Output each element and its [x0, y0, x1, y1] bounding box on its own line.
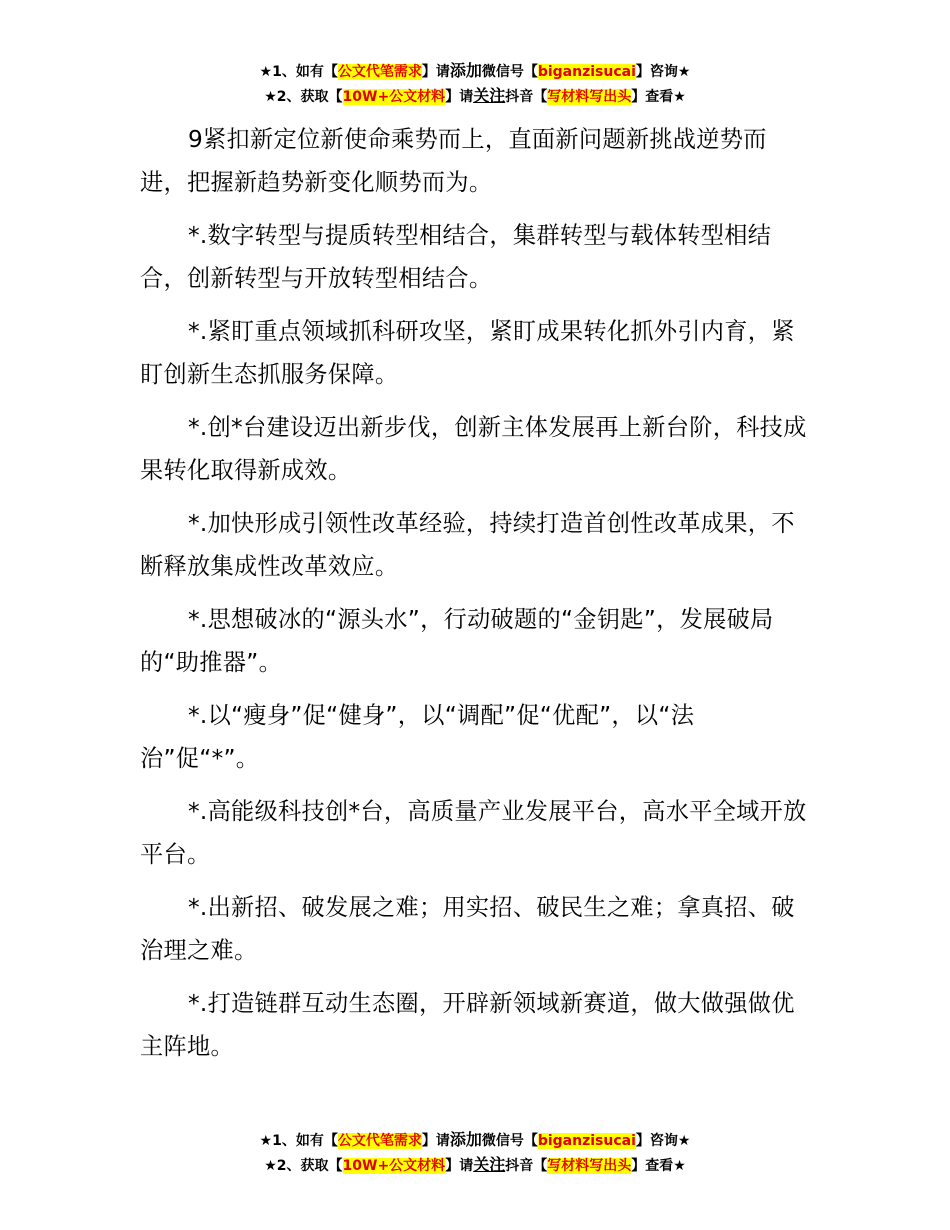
- promo-text: ★2、获取: [264, 1158, 329, 1174]
- promo-text: 请: [435, 1133, 450, 1149]
- paragraph: *.以“瘦身”促“健身”，以“调配”促“优配”，以“法治”促“*”。: [140, 702, 695, 772]
- promo-text: ★1、如有: [259, 1133, 324, 1149]
- bracket: 【: [533, 89, 548, 105]
- promo-text: 微信号: [481, 64, 524, 80]
- promo-emphasis: 关注: [473, 86, 506, 105]
- promo-highlight: 公文代笔需求: [337, 64, 422, 80]
- wechat-id: biganzisucai: [537, 1133, 636, 1149]
- bracket: 】: [631, 89, 646, 105]
- promo-highlight: 公文代笔需求: [337, 1133, 422, 1149]
- promo-text: 请: [459, 89, 474, 105]
- promo-text: ★1、如有: [259, 64, 324, 80]
- footer-promo-banner: [0, 1128, 950, 1178]
- bracket: 【: [523, 1133, 538, 1149]
- bracket: 【: [323, 1133, 338, 1149]
- document-body: [140, 118, 812, 1078]
- bracket: 】: [445, 1158, 460, 1174]
- promo-emphasis: 添加: [449, 61, 482, 80]
- wechat-id: biganzisucai: [537, 64, 636, 80]
- bracket: 】: [635, 64, 650, 80]
- bracket: 】: [631, 1158, 646, 1174]
- promo-text: ★2、获取: [264, 89, 329, 105]
- paragraph: *.思想破冰的“源头水”，行动破题的“金钥匙”，发展破局的“助推器”。: [140, 606, 774, 676]
- promo-text: 请: [459, 1158, 474, 1174]
- bracket: 】: [445, 89, 460, 105]
- paragraph: *.数字转型与提质转型相结合，集群转型与载体转型相结合，创新转型与开放转型相结合。: [140, 222, 772, 292]
- promo-text: 微信号: [481, 1133, 524, 1149]
- bracket: 【: [328, 1158, 343, 1174]
- paragraph: *.高能级科技创*台，高质量产业发展平台，高水平全域开放平台。: [140, 798, 807, 868]
- promo-line-1: [0, 1128, 950, 1153]
- bracket: 【: [323, 64, 338, 80]
- promo-line-2: [0, 84, 950, 109]
- bracket: 】: [421, 64, 436, 80]
- promo-highlight: 10W+公文材料: [342, 89, 446, 105]
- bracket: 【: [328, 89, 343, 105]
- paragraph: *.加快形成引领性改革经验，持续打造首创性改革成果，不断释放集成性改革效应。: [140, 510, 795, 580]
- paragraph: *.紧盯重点领域抓科研攻坚，紧盯成果转化抓外引内育，紧盯创新生态抓服务保障。: [140, 318, 795, 388]
- promo-text: 咨询★: [649, 1133, 691, 1149]
- bracket: 【: [533, 1158, 548, 1174]
- promo-text: 请: [435, 64, 450, 80]
- paragraph: *.创*台建设迈出新步伐，创新主体发展再上新台阶，科技成果转化取得新成效。: [140, 414, 807, 484]
- promo-text: 咨询★: [649, 64, 691, 80]
- douyin-id: 写材料写出头: [547, 1158, 632, 1174]
- douyin-id: 写材料写出头: [547, 89, 632, 105]
- bracket: 】: [635, 1133, 650, 1149]
- promo-text: 抖音: [505, 89, 534, 105]
- promo-text: 查看★: [645, 1158, 686, 1174]
- promo-emphasis: 关注: [473, 1155, 506, 1174]
- bracket: 】: [421, 1133, 436, 1149]
- header-promo-banner: [0, 59, 950, 109]
- bracket: 【: [523, 64, 538, 80]
- paragraph: 9紧扣新定位新使命乘势而上，直面新问题新挑战逆势而进，把握新趋势新变化顺势而为。: [140, 126, 767, 196]
- promo-line-1: [0, 59, 950, 84]
- promo-highlight: 10W+公文材料: [342, 1158, 446, 1174]
- paragraph: *.出新招、破发展之难；用实招、破民生之难；拿真招、破治理之难。: [140, 894, 795, 964]
- paragraph: *.打造链群互动生态圈，开辟新领域新赛道，做大做强做优主阵地。: [140, 990, 795, 1060]
- promo-line-2: [0, 1153, 950, 1178]
- promo-text: 抖音: [505, 1158, 534, 1174]
- promo-text: 查看★: [645, 89, 686, 105]
- promo-emphasis: 添加: [449, 1130, 482, 1149]
